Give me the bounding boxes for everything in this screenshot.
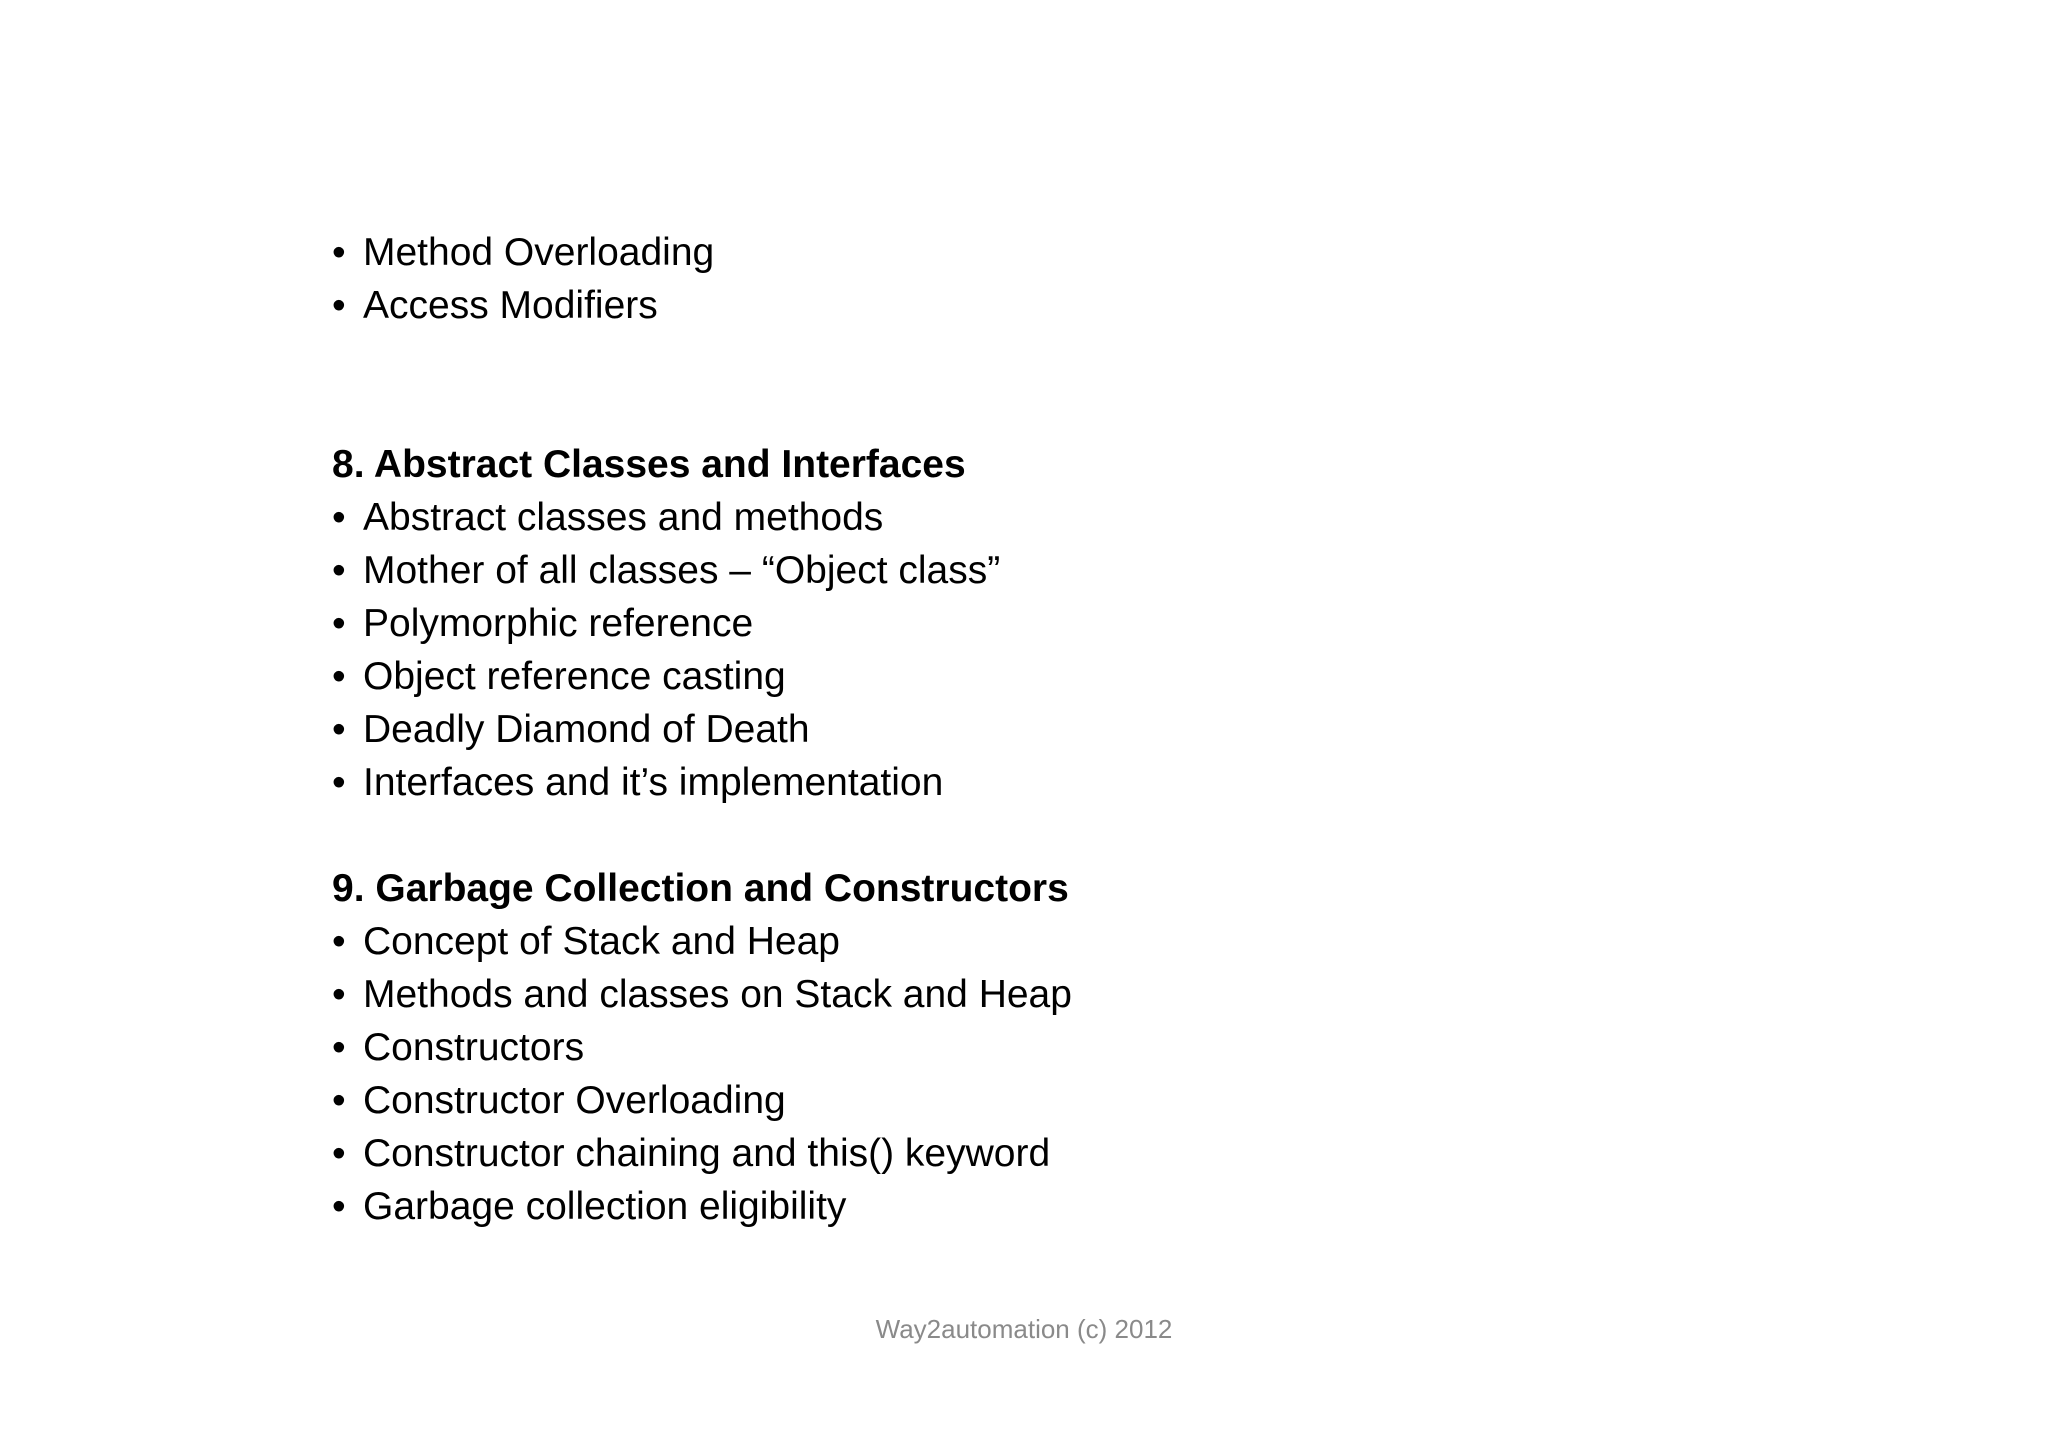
list-item: [332, 650, 1732, 703]
bullet-icon: •: [332, 496, 346, 539]
list-item: [332, 544, 1732, 597]
list-item-text: Object reference casting: [363, 655, 786, 698]
list-item-text: Interfaces and it’s implementation: [363, 761, 944, 804]
section-9-heading: 9. Garbage Collection and Constructors: [332, 867, 1069, 910]
list-item: [332, 279, 1732, 332]
bullet-icon: •: [332, 973, 346, 1016]
list-item: [332, 1127, 1732, 1180]
bullet-icon: •: [332, 231, 346, 274]
list-item-text: Constructors: [363, 1026, 585, 1069]
list-item: [332, 1180, 1732, 1233]
list-item-text: Abstract classes and methods: [363, 496, 884, 539]
section-8-heading: 8. Abstract Classes and Interfaces: [332, 443, 966, 486]
list-item: [332, 597, 1732, 650]
list-item-text: Method Overloading: [363, 231, 715, 274]
bullet-icon: •: [332, 1132, 346, 1175]
slide-content: [332, 226, 1732, 1233]
list-item: [332, 226, 1732, 279]
bullet-icon: •: [332, 761, 346, 804]
bullet-icon: •: [332, 284, 346, 327]
section-spacer: [332, 332, 1732, 438]
list-item: [332, 1021, 1732, 1074]
bullet-icon: •: [332, 549, 346, 592]
list-item-text: Constructor Overloading: [363, 1079, 786, 1122]
list-item-text: Constructor chaining and this() keyword: [363, 1132, 1051, 1175]
list-item: [332, 968, 1732, 1021]
list-item-text: Methods and classes on Stack and Heap: [363, 973, 1072, 1016]
list-item: [332, 756, 1732, 809]
list-item: [332, 1074, 1732, 1127]
list-item-text: Polymorphic reference: [363, 602, 754, 645]
list-item-text: Garbage collection eligibility: [363, 1185, 847, 1228]
list-item-text: Deadly Diamond of Death: [363, 708, 810, 751]
list-item: [332, 491, 1732, 544]
bullet-icon: •: [332, 708, 346, 751]
bullet-icon: •: [332, 1185, 346, 1228]
section-spacer: [332, 809, 1732, 862]
footer-copyright: Way2automation (c) 2012: [875, 1314, 1173, 1344]
bullet-icon: •: [332, 655, 346, 698]
list-item-text: Concept of Stack and Heap: [363, 920, 840, 963]
bullet-icon: •: [332, 1026, 346, 1069]
list-item-text: Mother of all classes – “Object class”: [363, 549, 1001, 592]
bullet-icon: •: [332, 920, 346, 963]
list-item: [332, 915, 1732, 968]
bullet-icon: •: [332, 1079, 346, 1122]
list-item: [332, 703, 1732, 756]
bullet-icon: •: [332, 602, 346, 645]
list-item-text: Access Modifiers: [363, 284, 658, 327]
